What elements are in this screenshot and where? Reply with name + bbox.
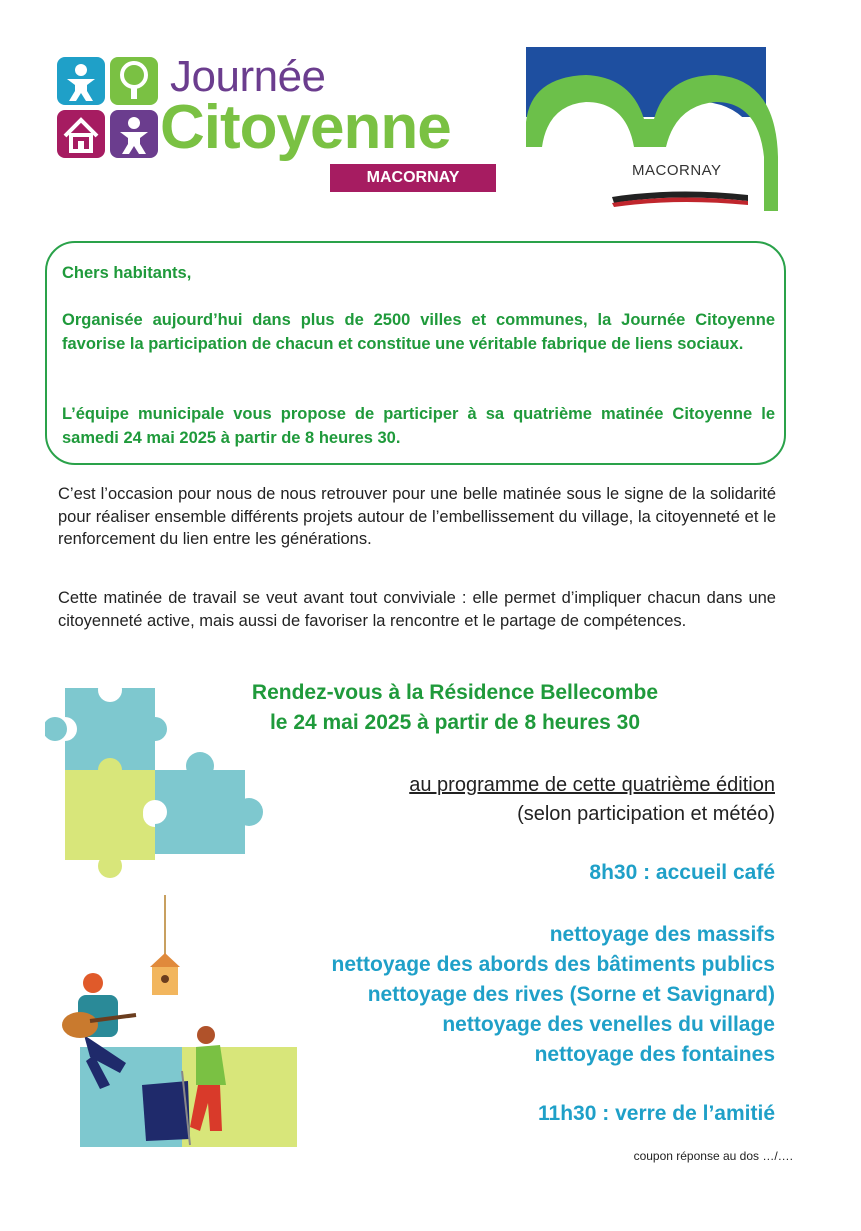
logo-badge: MACORNAY <box>330 164 496 192</box>
logo-title-line2: Citoyenne <box>160 93 451 162</box>
welcome-coffee: 8h30 : accueil café <box>589 861 775 884</box>
tree-icon <box>110 57 158 105</box>
body-paragraph-1: C’est l’occasion pour nous de nous retrouver pour une belle matinée sous le signe de la solidarité pour réaliser ensemble différents projets autour de l’embellissement du village, la citoyenneté et le renforcement du lien entre les générations. <box>58 485 776 548</box>
logo-title-line1: Journée <box>170 52 326 101</box>
right-logo-label: MACORNAY <box>632 162 722 179</box>
task-item: nettoyage des venelles du village <box>442 1013 775 1036</box>
task-item: nettoyage des fontaines <box>534 1043 775 1066</box>
house-icon <box>57 110 105 158</box>
task-item: nettoyage des massifs <box>549 923 775 946</box>
rendezvous-line-2: le 24 mai 2025 à partir de 8 heures 30 <box>269 711 641 734</box>
volunteers-illustration <box>50 895 300 1160</box>
task-item: nettoyage des rives (Sorne et Savignard) <box>367 983 775 1006</box>
intro-paragraph-2: L’équipe municipale vous propose de participer à sa quatrième matinée Citoyenne le samedi 24 mai 2025 à partir de 8 heures 30. <box>62 405 775 447</box>
programme-subtitle: (selon participation et météo) <box>517 803 775 825</box>
task-item: nettoyage des abords des bâtiments publics <box>331 953 775 976</box>
rendezvous-line-1: Rendez-vous à la Résidence Bellecombe <box>251 681 659 704</box>
intro-paragraph-1: Organisée aujourd’hui dans plus de 2500 villes et communes, la Journée Citoyenne favorise la participation de chacun et constitue une véritable fabrique de liens sociaux. <box>62 311 775 353</box>
closing-drink: 11h30 : verre de l’amitié <box>538 1102 775 1125</box>
person-icon <box>110 110 158 158</box>
macornay-village-logo <box>526 47 790 211</box>
greeting: Chers habitants, <box>62 264 192 282</box>
person-icon <box>57 57 105 105</box>
programme-title: au programme de cette quatrième édition <box>409 774 775 796</box>
coupon-note: coupon réponse au dos …/…. <box>633 1149 793 1163</box>
body-paragraph-2: Cette matinée de travail se veut avant tout conviviale : elle permet d’impliquer chacun dans une citoyenneté active, mais aussi de favoriser la rencontre et le partage de compétences. <box>58 589 776 630</box>
